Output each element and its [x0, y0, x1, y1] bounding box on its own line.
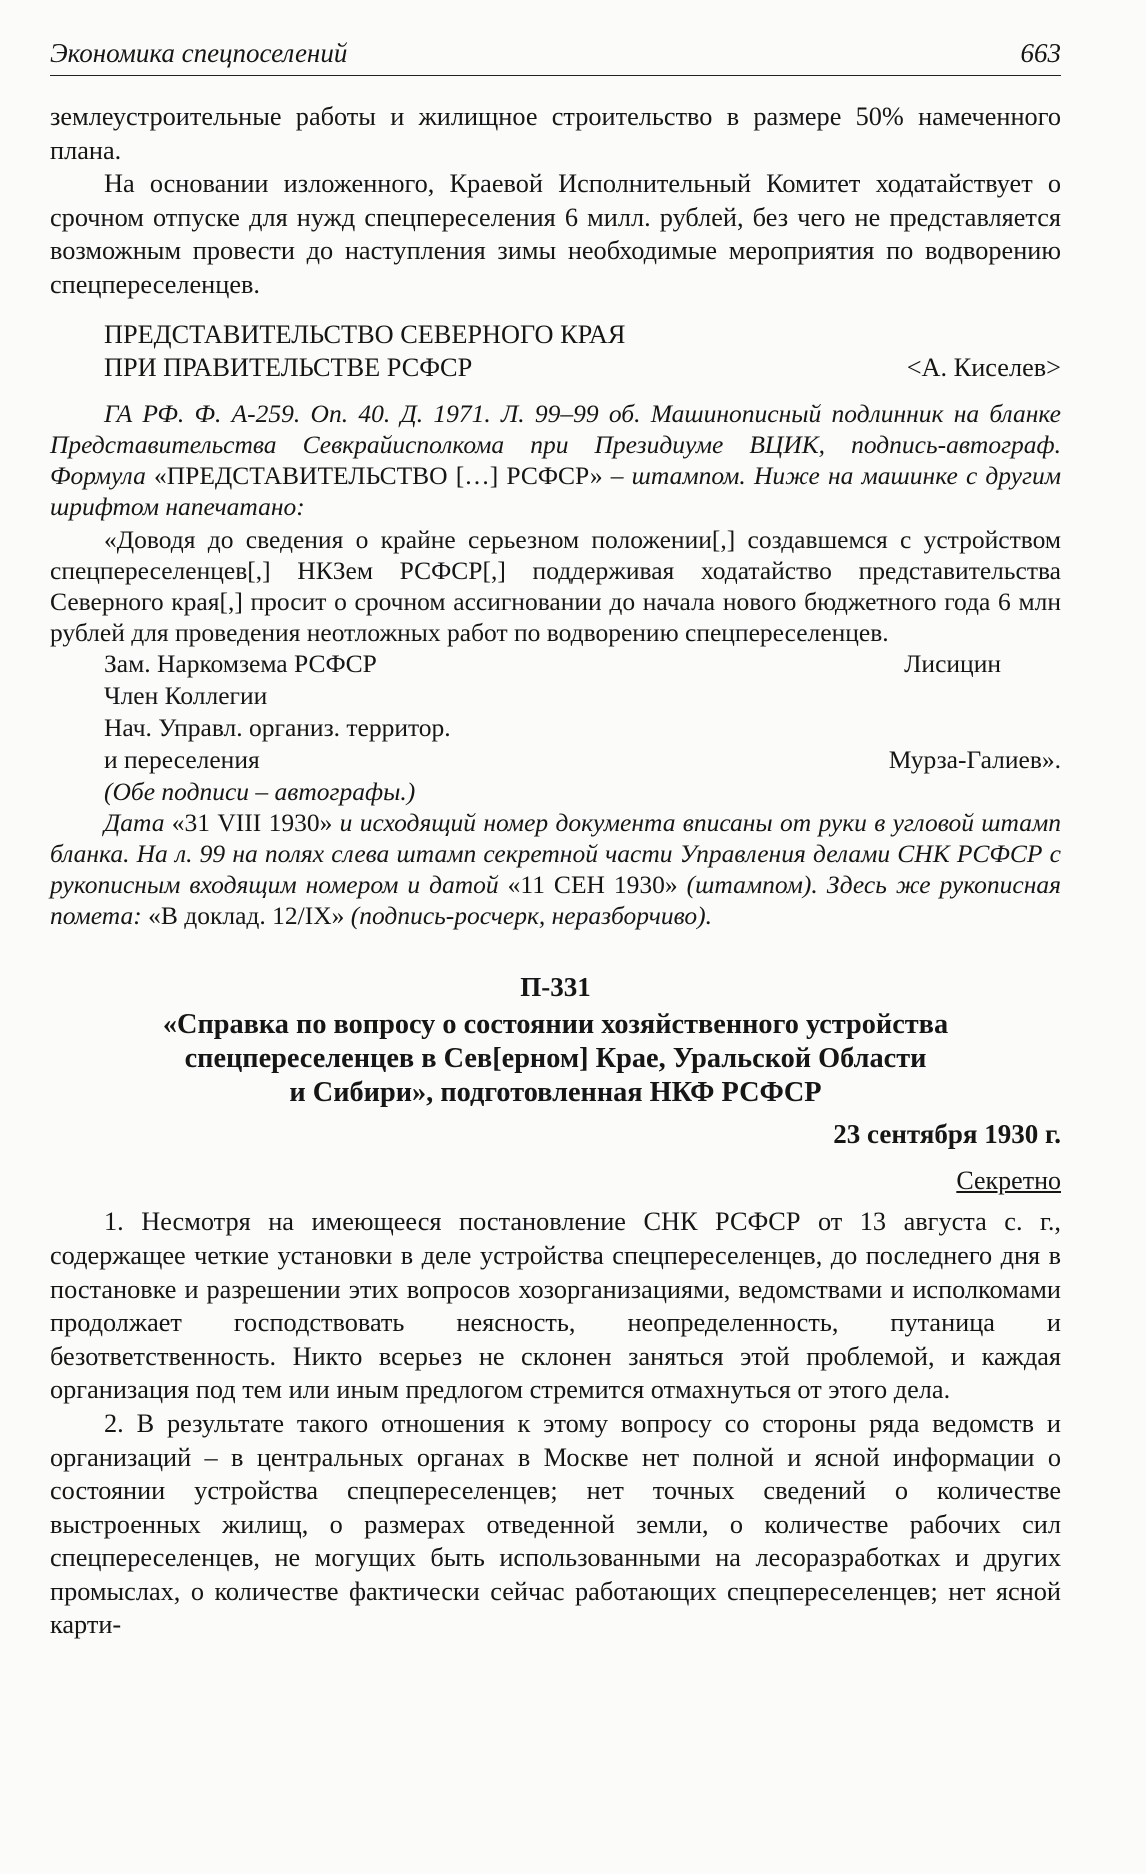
running-title: Экономика спецпоселений [50, 38, 348, 68]
date-note-c: и исходящий номер документа вписаны от руки в угловой штамп бланка. На л. 99 на полях слева штамп секретной части Управления делами СНК РСФСР с рукописным входящим номером и датой [50, 807, 1062, 899]
page-number: 663 [1020, 38, 1061, 68]
date-note-e: (штампом). Здесь же рукописная помета: [50, 869, 1061, 930]
signature-row [104, 744, 1061, 776]
signatures-note: (Обе подписи – автографы.) [104, 776, 416, 806]
date-note-stamp-date: «11 СЕН 1930» [507, 869, 678, 899]
archive-note-stamp: «ПРЕДСТАВИТЕЛЬСТВО […] РСФСР» [153, 460, 603, 490]
page-body [50, 100, 1061, 1642]
signature-position: Нач. Управл. организ. территор. [104, 712, 451, 742]
date-note [50, 807, 1061, 931]
document-text [50, 1205, 1061, 1642]
quoted-text: «Доводя до сведения о крайне серьезном положении[,] создавшемся с устройством спецпереселенцев[,] НКЗем РСФСР[,] поддерживая ходатайство представительства Северного края[,] просит о срочном ассигновании до начала нового бюджетного года 6 млн рублей для проведения неотложных работ по водворению спецпереселенцев. [50, 524, 1061, 647]
document-date: 23 сентября 1930 г. [833, 1119, 1061, 1150]
signature-org-line2: ПРИ ПРАВИТЕЛЬСТВЕ РСФСР [104, 352, 473, 382]
intro-paragraph-2: На основании изложенного, Краевой Исполнительный Комитет ходатайствует о срочном отпуске для нужд спецпереселения 6 милл. рублей, без чего не представляется возможным провести до наступления зимы необходимые мероприятия по водворению спецпереселенцев. [50, 169, 1061, 299]
date-note-a: Дата [104, 807, 172, 837]
document-title-line1: «Справка по вопросу о состоянии хозяйственного устройства [162, 1009, 949, 1041]
signature-row [104, 712, 1061, 744]
document-title [50, 1008, 1061, 1110]
signature-org-line1: ПРЕДСТАВИТЕЛЬСТВО СЕВЕРНОГО КРАЯ [104, 319, 626, 349]
date-note-g: (подпись-росчерк, неразборчиво). [344, 900, 712, 930]
classification-label: Секретно [956, 1165, 1061, 1195]
intro-paragraph-1: землеустроительные работы и жилищное строительство в размере 50% намеченного плана. [50, 102, 1061, 165]
document-number: П-331 [520, 971, 591, 1002]
document-title-line3: и Сибири», подготовленная НКФ РСФСР [289, 1077, 822, 1109]
date-note-handwritten: «В доклад. 12/IX» [148, 900, 345, 930]
document-paragraph-1: 1. Несмотря на имеющееся постановление СНК РСФСР от 13 августа с. г., содержащее четкие установки в деле устройства спецпереселенцев, до последнего дня в постановке и разрешении этих вопросов хозорганизациями, ведомствами и исполкомами продолжает господствовать неясность, неопределенность, путаница и безответственность. Никто всерьез не склонен заняться этой проблемой, и каждая организация под тем или иным предлогом стремится отмахнуться от этого дела. [50, 1207, 1061, 1405]
signature-position: Член Коллегии [104, 680, 268, 710]
signatures-list [50, 648, 1061, 807]
signature-block [50, 318, 1061, 384]
signature-person: Лисицин [904, 648, 1001, 678]
signature-row [104, 680, 1061, 712]
signature-position: и переселения [104, 744, 260, 774]
date-note-date: «31 VIII 1930» [171, 807, 333, 837]
signature-person: Мурза-Галиев». [888, 744, 1061, 774]
signature-person [1001, 680, 1061, 712]
running-header [50, 38, 1061, 76]
archive-note [50, 398, 1061, 522]
classification-mark [50, 1164, 1061, 1198]
signature-name: <А. Киселев> [906, 352, 1061, 382]
signature-row [104, 648, 1061, 680]
signature-position: Зам. Наркомзема РСФСР [104, 648, 377, 678]
signature-person [1001, 712, 1061, 744]
document-paragraph-2: 2. В результате такого отношения к этому вопросу со стороны ряда ведомств и организаций – в центральных органах в Москве нет полной и ясной информации о состоянии устройства спецпереселенцев; нет точных сведений о количестве выстроенных жилищ, о размерах отведенной земли, о количестве рабочих сил спецпереселенцев, не могущих быть использованными на лесоразработках и других промыслах, о количестве фактически сейчас работающих спецпереселенцев; нет ясной карти- [50, 1408, 1061, 1640]
archive-note-part1: ГА РФ. Ф. А-259. Оп. 40. Д. 1971. Л. 99–99 об. Машинописный подлинник на бланке Представительства Севкрайисполкома при Президиуме ВЦИК, подпись-автограф. Формула [50, 398, 1061, 490]
document-title-line2: спецпереселенцев в Сев[ерном] Крае, Уральской Области [184, 1043, 927, 1075]
archive-note-part3: – штампом. Ниже на машинке с другим шрифтом напечатано: [50, 460, 1062, 521]
